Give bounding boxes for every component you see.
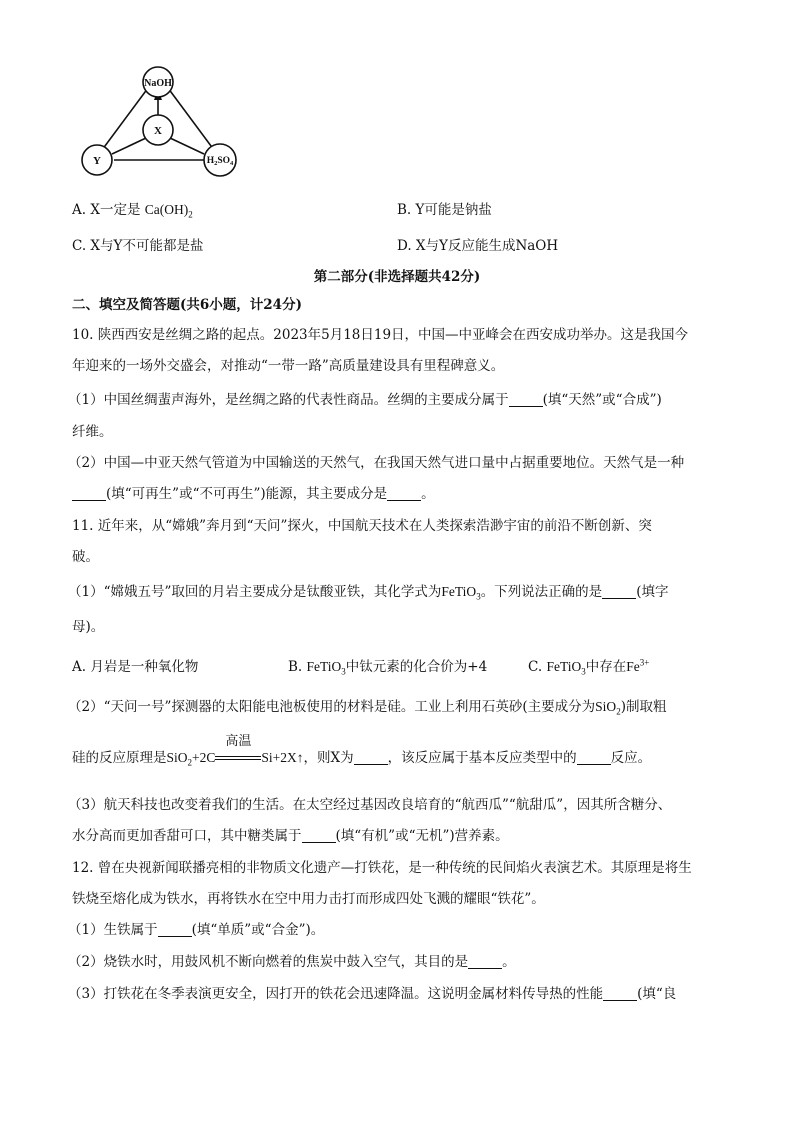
q9-option-c: C. X与Y不可能都是盐 <box>72 238 204 254</box>
q12-stem-line1: 12. 曾在央视新闻联播亮相的非物质文化遗产—打铁花，是一种传统的民间焰火表演艺术。其原理是将生 <box>72 860 692 876</box>
q11-stem-line2: 破。 <box>72 549 99 565</box>
reaction-relationship-diagram <box>72 62 252 180</box>
q10-part1-cont: 纤维。 <box>72 424 113 440</box>
q10-stem-line1: 10. 陕西西安是丝绸之路的起点。2023年5月18日19日，中国—中亚峰会在西安成功举办。这是我国今 <box>72 327 689 343</box>
node-h2so4-label: $H_2SO_4$ <box>206 156 234 167</box>
answer-blank[interactable] <box>354 750 388 765</box>
edge-x-h2so4 <box>170 138 204 154</box>
answer-blank[interactable] <box>72 486 106 501</box>
q11-stem-line1: 11. 近年来，从“嫦娥”奔月到“天问”探火，中国航天技术在人类探索浩渺宇宙的前沿不断创新、突 <box>72 518 652 534</box>
q11-option-a: A. 月岩是一种氧化物 <box>72 659 199 675</box>
q11-option-b: B. FeTiO$_3$中钛元素的化合价为+4 <box>288 659 488 677</box>
q12-stem-line2: 铁烧至熔化成为铁水，再将铁水在空中用力击打而形成四处飞溅的耀眼“铁花”。 <box>72 891 545 907</box>
q10-part2-cont: (填“可再生”或“不可再生”)能源，其主要成分是 。 <box>72 484 435 504</box>
answer-blank[interactable] <box>603 986 637 1001</box>
q9-option-d: D. X与Y反应能生成NaOH <box>397 238 559 254</box>
q11-part1-cont: 母)。 <box>72 619 105 635</box>
q12-part3: （3）打铁花在冬季表演更安全，因打开的铁花会迅速降温。这说明金属材料传导热的性能 (填“良 <box>68 986 677 1002</box>
q11-equation-line: 硅的反应原理是SiO$_2$+2C 高温 Si+2X↑，则X为 ，该反应属于基本反应类型中的 反应。 <box>72 734 652 768</box>
answer-blank[interactable] <box>387 486 421 501</box>
answer-blank[interactable] <box>302 828 336 843</box>
reaction-condition: 高温 <box>215 750 261 760</box>
q10-part2: （2）中国—中亚天然气管道为中国输送的天然气，在我国天然气进口量中占据重要地位。天然气是一种 <box>68 455 685 471</box>
section2-heading: 二、填空及简答题(共6小题，计24分) <box>72 297 302 313</box>
q9-option-b: B. Y可能是钠盐 <box>397 202 492 218</box>
answer-blank[interactable] <box>602 584 636 599</box>
q11-part3: （3）航天科技也改变着我们的生活。在太空经过基因改良培育的“航西瓜”“航甜瓜”，因其所含糖分、 <box>68 797 672 813</box>
edge-x-y <box>112 138 146 154</box>
answer-blank[interactable] <box>577 750 611 765</box>
answer-blank[interactable] <box>158 922 192 937</box>
node-x-label: X <box>154 125 162 137</box>
node-naoh-label: NaOH <box>144 78 172 89</box>
q10-part1: （1）中国丝绸蜚声海外，是丝绸之路的代表性商品。丝绸的主要成分属于 (填“天然”或“合成”) <box>68 392 662 408</box>
q9-option-a: A. X一定是 $Ca(OH)_2$ <box>72 202 193 220</box>
answer-blank[interactable] <box>468 954 502 969</box>
q12-part2: （2）烧铁水时，用鼓风机不断向燃着的焦炭中鼓入空气，其目的是 。 <box>68 954 516 970</box>
q11-option-c: C. FeTiO$_3$中存在$Fe^{3+}$ <box>528 657 650 677</box>
q10-stem-line2: 年迎来的一场外交盛会，对推动“一带一路”高质量建设具有里程碑意义。 <box>72 358 505 374</box>
q12-part1: （1）生铁属于 (填“单质”或“合金”)。 <box>68 922 325 938</box>
q11-part1: （1）“嫦娥五号”取回的月岩主要成分是钛酸亚铁，其化学式为FeTiO$_3$。下列说法正确的是 (填字 <box>68 584 669 602</box>
part2-heading: 第二部分(非选择题共42分) <box>313 269 481 285</box>
answer-blank[interactable] <box>509 392 543 407</box>
node-y-label: Y <box>93 155 101 167</box>
q11-part3-cont: 水分高而更加香甜可口，其中糖类属于 (填“有机”或“无机”)营养素。 <box>72 828 509 844</box>
q11-part2: （2）“天问一号”探测器的太阳能电池板使用的材料是硅。工业上利用石英砂(主要成分为SiO$_2$)制取粗 <box>68 699 667 717</box>
